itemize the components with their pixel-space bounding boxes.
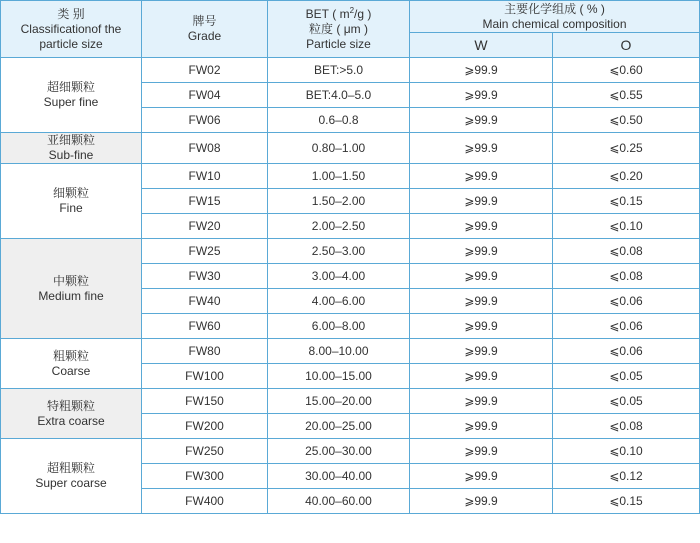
classification-en: Extra coarse: [37, 413, 105, 428]
header-chemical-composition: [410, 1, 700, 33]
w-content-cell: ⩾99.9: [410, 289, 553, 314]
table-row: [1, 133, 700, 164]
w-content-cell: ⩾99.9: [410, 439, 553, 464]
particle-size-cell: 40.00–60.00: [268, 489, 410, 514]
grade-cell: FW30: [142, 264, 268, 289]
w-content-cell: ⩾99.9: [410, 339, 553, 364]
w-content-cell: ⩾99.9: [410, 133, 553, 164]
grade-cell: FW150: [142, 389, 268, 414]
grade-cell: FW40: [142, 289, 268, 314]
classification-cn: 细颗粒: [52, 186, 89, 200]
particle-size-cell: 2.50–3.00: [268, 239, 410, 264]
o-content-cell: ⩽0.10: [553, 214, 700, 239]
grade-cell: FW25: [142, 239, 268, 264]
classification-cn: 中颗粒: [52, 273, 89, 288]
particle-size-cell: BET:>5.0: [268, 58, 410, 83]
o-content-cell: ⩽0.08: [553, 414, 700, 439]
classification-cn: 粗颗粒: [52, 348, 89, 363]
classification-cell: [1, 339, 142, 389]
particle-size-cell: 6.00–8.00: [268, 314, 410, 339]
classification-en: Super coarse: [35, 476, 107, 490]
grade-cell: FW10: [142, 164, 268, 189]
particle-size-cell: 0.80–1.00: [268, 133, 410, 164]
header-bet-unit: BET ( $m^2/g$ ): [305, 5, 372, 21]
w-content-cell: ⩾99.9: [410, 189, 553, 214]
particle-size-cell: 1.00–1.50: [268, 164, 410, 189]
table-row: [1, 164, 700, 189]
classification-en: Super fine: [43, 95, 99, 109]
header-grade-en: Grade: [187, 29, 222, 43]
o-content-cell: ⩽0.50: [553, 108, 700, 133]
table-row: [1, 339, 700, 364]
classification-cell: [1, 164, 142, 239]
w-content-cell: ⩾99.9: [410, 83, 553, 108]
particle-size-cell: 1.50–2.00: [268, 189, 410, 214]
classification-en: Fine: [59, 201, 83, 215]
w-content-cell: ⩾99.9: [410, 58, 553, 83]
classification-cn: 超粗颗粒: [46, 461, 95, 475]
o-content-cell: ⩽0.10: [553, 439, 700, 464]
header-chem-cn: 主要化学组成 ( % ): [504, 1, 605, 16]
o-content-cell: ⩽0.25: [553, 133, 700, 164]
grade-cell: FW200: [142, 414, 268, 439]
classification-cn: 特粗颗粒: [46, 398, 95, 413]
o-content-cell: ⩽0.06: [553, 339, 700, 364]
grade-cell: FW80: [142, 339, 268, 364]
particle-size-cell: 30.00–40.00: [268, 464, 410, 489]
header-particle-size: [268, 1, 410, 58]
w-content-cell: ⩾99.9: [410, 489, 553, 514]
particle-size-cell: 8.00–10.00: [268, 339, 410, 364]
o-content-cell: ⩽0.08: [553, 239, 700, 264]
header-classification: [1, 1, 142, 58]
classification-en: Sub-fine: [48, 148, 94, 162]
grade-cell: FW08: [142, 133, 268, 164]
classification-cn: 亚细颗粒: [46, 133, 95, 147]
table-row: [1, 58, 700, 83]
particle-size-cell: 0.6–0.8: [268, 108, 410, 133]
o-content-cell: ⩽0.08: [553, 264, 700, 289]
o-content-cell: ⩽0.15: [553, 489, 700, 514]
classification-cell: [1, 389, 142, 439]
w-content-cell: ⩾99.9: [410, 364, 553, 389]
w-content-cell: ⩾99.9: [410, 214, 553, 239]
classification-en: Medium fine: [38, 288, 104, 303]
o-content-cell: ⩽0.05: [553, 389, 700, 414]
table-row: [1, 239, 700, 264]
classification-cell: [1, 439, 142, 514]
header-size-en: Particle size: [306, 36, 371, 51]
particle-size-cell: 20.00–25.00: [268, 414, 410, 439]
header-classification-en: Classificationof the particle size: [20, 21, 122, 51]
w-content-cell: ⩾99.9: [410, 108, 553, 133]
w-content-cell: ⩾99.9: [410, 239, 553, 264]
particle-size-cell: 25.00–30.00: [268, 439, 410, 464]
grade-cell: FW60: [142, 314, 268, 339]
grade-cell: FW400: [142, 489, 268, 514]
grade-cell: FW06: [142, 108, 268, 133]
w-content-cell: ⩾99.9: [410, 414, 553, 439]
o-content-cell: ⩽0.12: [553, 464, 700, 489]
header-w: W: [410, 33, 553, 58]
table-header: [1, 1, 700, 58]
o-content-cell: ⩽0.06: [553, 289, 700, 314]
o-content-cell: ⩽0.20: [553, 164, 700, 189]
header-size-unit: 粒度 ( μm ): [309, 21, 368, 36]
header-grade: [142, 1, 268, 58]
grade-cell: FW02: [142, 58, 268, 83]
w-content-cell: ⩾99.9: [410, 314, 553, 339]
table-row: [1, 389, 700, 414]
header-classification-cn: 类 别: [57, 6, 85, 21]
classification-en: Coarse: [51, 363, 91, 378]
particle-size-cell: 3.00–4.00: [268, 264, 410, 289]
w-content-cell: ⩾99.9: [410, 464, 553, 489]
grade-cell: FW100: [142, 364, 268, 389]
particle-size-cell: BET:4.0–5.0: [268, 83, 410, 108]
table-body: [1, 58, 700, 514]
header-chem-en: Main chemical composition: [482, 16, 627, 31]
o-content-cell: ⩽0.06: [553, 314, 700, 339]
grade-cell: FW250: [142, 439, 268, 464]
w-content-cell: ⩾99.9: [410, 389, 553, 414]
classification-cell: [1, 133, 142, 164]
particle-size-cell: 15.00–20.00: [268, 389, 410, 414]
header-grade-cn: 牌号: [192, 14, 217, 28]
grade-cell: FW20: [142, 214, 268, 239]
particle-size-cell: 4.00–6.00: [268, 289, 410, 314]
particle-size-cell: 10.00–15.00: [268, 364, 410, 389]
header-o: O: [553, 33, 700, 58]
table-row: [1, 439, 700, 464]
classification-cell: [1, 239, 142, 339]
grade-cell: FW04: [142, 83, 268, 108]
o-content-cell: ⩽0.05: [553, 364, 700, 389]
particle-size-cell: 2.00–2.50: [268, 214, 410, 239]
w-content-cell: ⩾99.9: [410, 264, 553, 289]
o-content-cell: ⩽0.55: [553, 83, 700, 108]
w-content-cell: ⩾99.9: [410, 164, 553, 189]
classification-cn: 超细颗粒: [46, 80, 95, 94]
grade-cell: FW15: [142, 189, 268, 214]
o-content-cell: ⩽0.60: [553, 58, 700, 83]
classification-cell: [1, 58, 142, 133]
o-content-cell: ⩽0.15: [553, 189, 700, 214]
grade-cell: FW300: [142, 464, 268, 489]
